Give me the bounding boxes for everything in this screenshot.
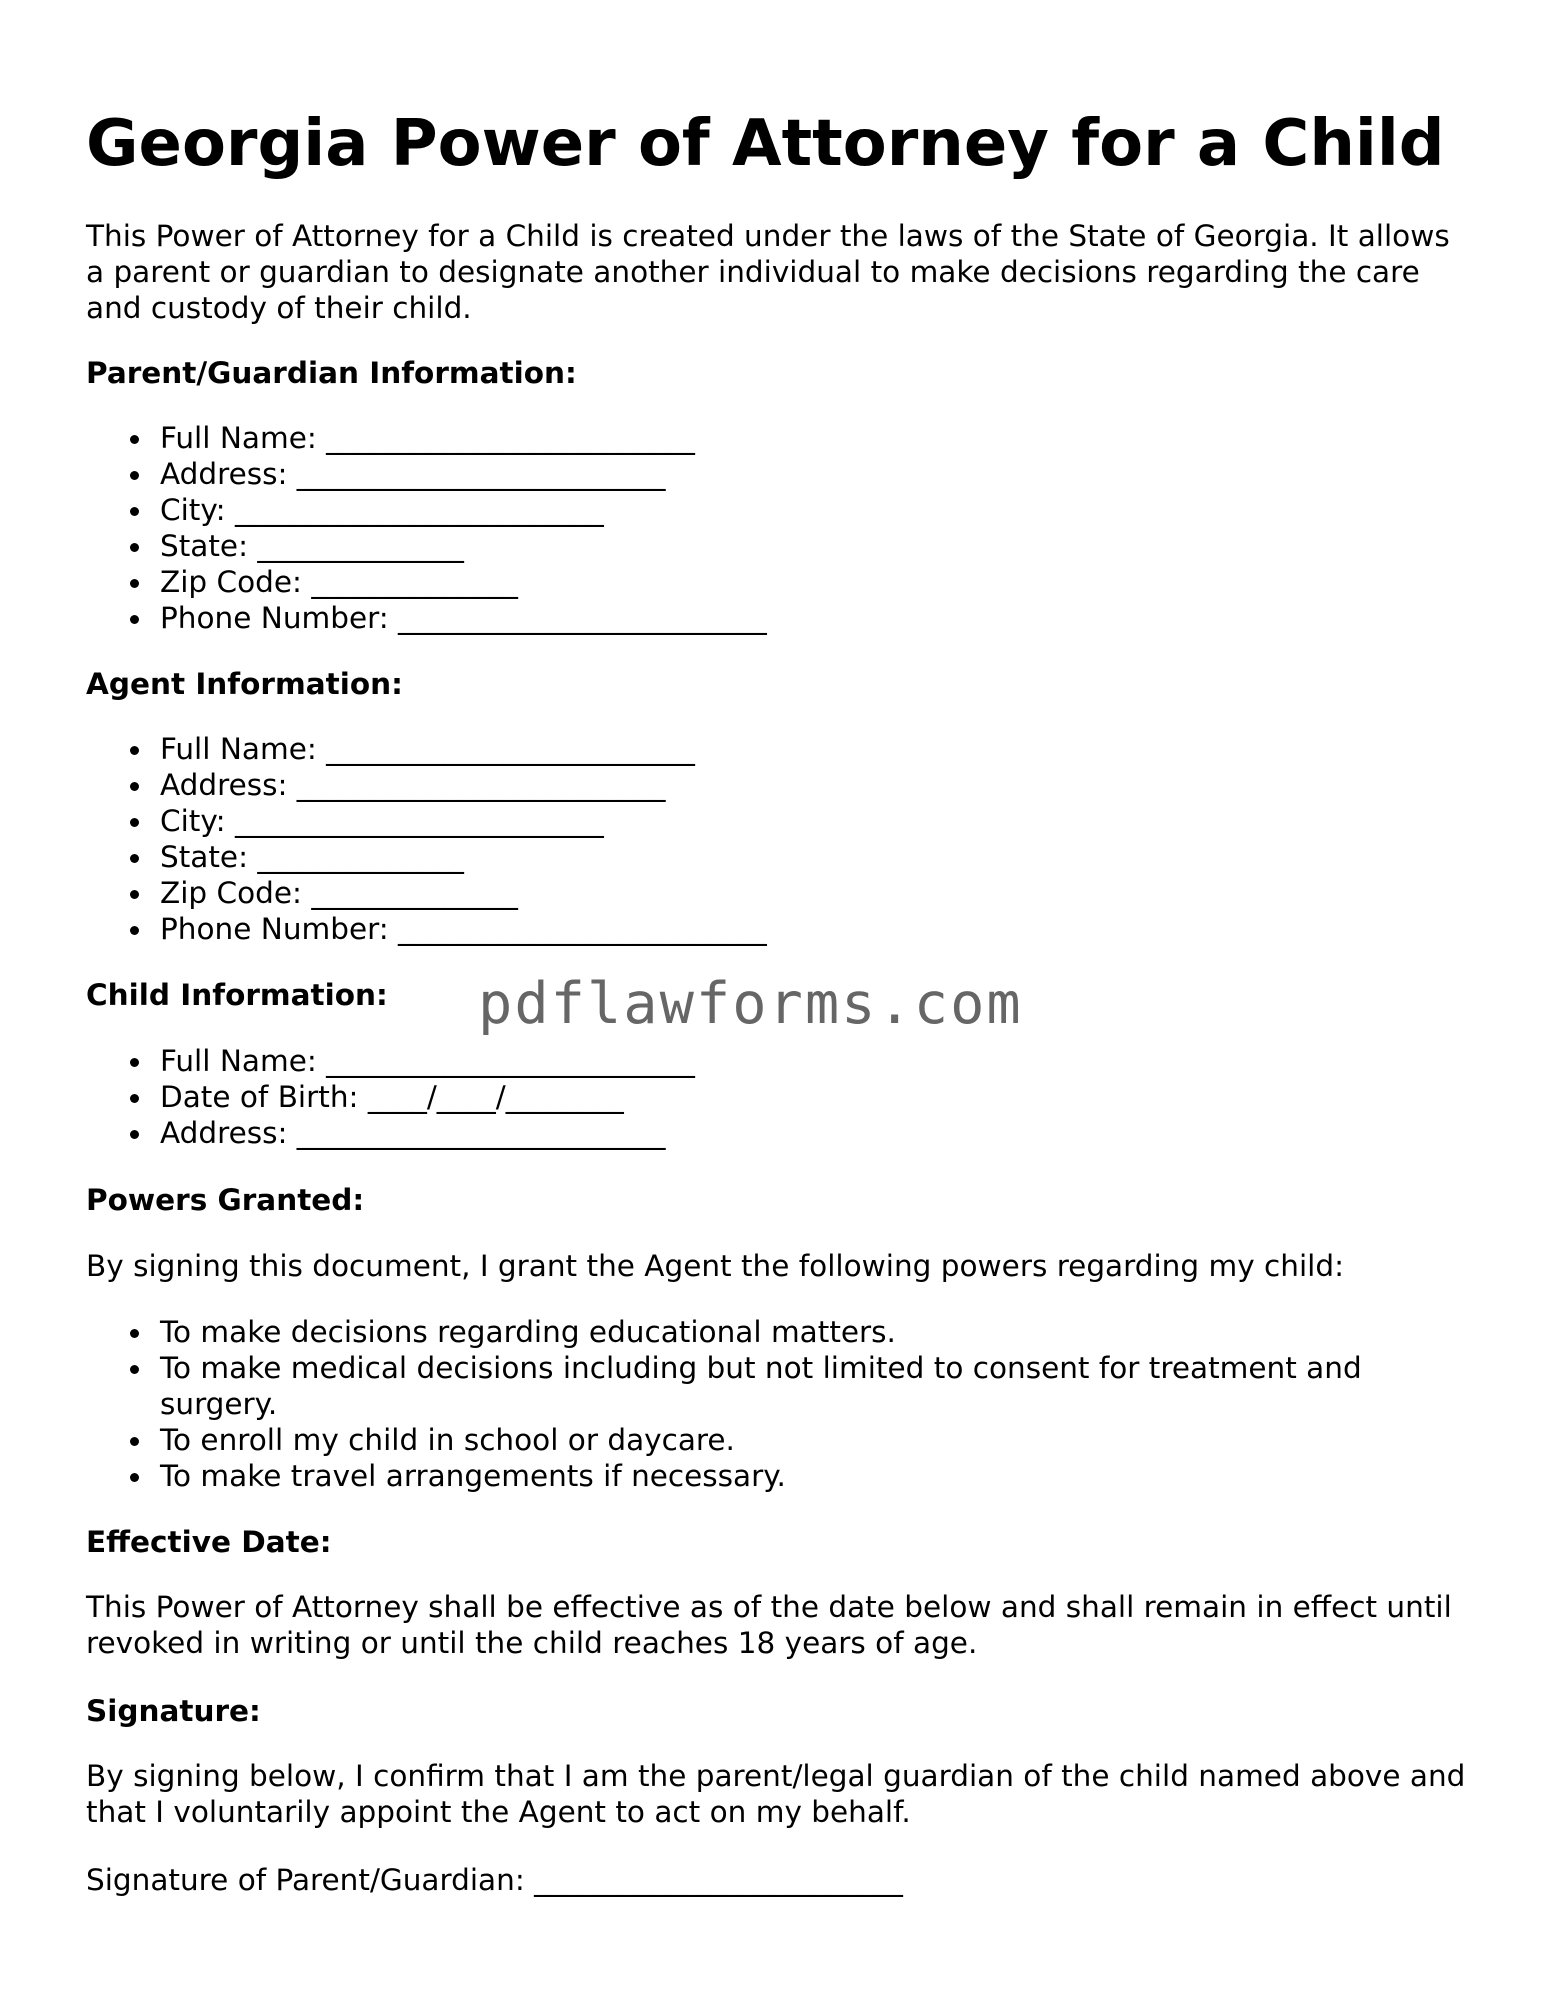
bullet-icon — [130, 1130, 139, 1139]
bullet-icon — [130, 1437, 139, 1446]
parent-info-list — [86, 420, 1466, 636]
bullet-icon — [130, 890, 139, 899]
bullet-icon — [130, 615, 139, 624]
list-item — [86, 600, 1466, 636]
powers-intro-paragraph: By signing this document, I grant the Agent the following powers regarding my child: — [86, 1249, 1345, 1283]
list-item — [86, 1079, 1466, 1115]
bullet-icon — [130, 507, 139, 516]
power-item: To enroll my child in school or daycare. — [160, 1423, 735, 1457]
list-item — [86, 1043, 1466, 1079]
effective-paragraph: This Power of Attorney shall be effective as of the date below and shall remain in effect until revoked in writing or until the child reaches 18 years of age. — [86, 1590, 1452, 1660]
agent-section-heading: Agent Information: — [86, 667, 403, 701]
power-item: To make decisions regarding educational matters. — [160, 1315, 896, 1349]
list-item — [86, 1422, 1466, 1458]
bullet-icon — [130, 854, 139, 863]
power-item: To make medical decisions including but not limited to consent for treatment and surgery. — [160, 1351, 1362, 1421]
list-item — [86, 564, 1466, 600]
list-item — [86, 1458, 1466, 1494]
list-item — [86, 1350, 1466, 1422]
signature-section-heading: Signature: — [86, 1694, 261, 1728]
list-item — [86, 1115, 1466, 1151]
bullet-icon — [130, 1329, 139, 1338]
intro-paragraph: This Power of Attorney for a Child is created under the laws of the State of Georgia. It allows a parent or guardian to designate another individual to make decisions regarding the care and custody of their child. — [86, 219, 1450, 325]
signature-line: Signature of Parent/Guardian: _________________________ — [86, 1863, 903, 1897]
bullet-icon — [130, 1058, 139, 1067]
bullet-icon — [130, 435, 139, 444]
list-item — [86, 911, 1466, 947]
list-item — [86, 492, 1466, 528]
bullet-icon — [130, 579, 139, 588]
effective-section-heading: Effective Date: — [86, 1525, 332, 1559]
parent-city-field: City: _________________________ — [160, 493, 604, 527]
parent-phone-field: Phone Number: _________________________ — [160, 601, 767, 635]
page-title: Georgia Power of Attorney for a Child — [86, 107, 1445, 181]
parent-full-name-field: Full Name: _________________________ — [160, 421, 695, 455]
agent-state-field: State: ______________ — [160, 840, 464, 874]
child-info-list — [86, 1043, 1466, 1151]
agent-full-name-field: Full Name: _________________________ — [160, 732, 695, 766]
child-address-field: Address: _________________________ — [160, 1116, 666, 1150]
bullet-icon — [130, 1365, 139, 1374]
list-item — [86, 803, 1466, 839]
parent-state-field: State: ______________ — [160, 529, 464, 563]
bullet-icon — [130, 782, 139, 791]
bullet-icon — [130, 746, 139, 755]
powers-section-heading: Powers Granted: — [86, 1183, 365, 1217]
parent-section-heading: Parent/Guardian Information: — [86, 356, 577, 390]
list-item — [86, 528, 1466, 564]
child-section-heading: Child Information: — [86, 978, 388, 1012]
list-item — [86, 420, 1466, 456]
parent-address-field: Address: _________________________ — [160, 457, 666, 491]
watermark-text: pdflawforms.com — [478, 971, 1023, 1037]
child-full-name-field: Full Name: _________________________ — [160, 1044, 695, 1078]
list-item — [86, 731, 1466, 767]
signature-paragraph: By signing below, I confirm that I am the parent/legal guardian of the child named above and that I voluntarily appoint the Agent to act on my behalf. — [86, 1759, 1466, 1829]
agent-address-field: Address: _________________________ — [160, 768, 666, 802]
powers-list — [86, 1314, 1466, 1494]
agent-phone-field: Phone Number: _________________________ — [160, 912, 767, 946]
bullet-icon — [130, 471, 139, 480]
agent-zip-field: Zip Code: ______________ — [160, 876, 518, 910]
bullet-icon — [130, 543, 139, 552]
bullet-icon — [130, 926, 139, 935]
list-item — [86, 1314, 1466, 1350]
child-dob-field: Date of Birth: ____/____/________ — [160, 1080, 624, 1114]
list-item — [86, 839, 1466, 875]
bullet-icon — [130, 818, 139, 827]
bullet-icon — [130, 1094, 139, 1103]
agent-city-field: City: _________________________ — [160, 804, 604, 838]
agent-info-list — [86, 731, 1466, 947]
power-item: To make travel arrangements if necessary. — [160, 1459, 786, 1493]
list-item — [86, 767, 1466, 803]
list-item — [86, 875, 1466, 911]
parent-zip-field: Zip Code: ______________ — [160, 565, 518, 599]
list-item — [86, 456, 1466, 492]
bullet-icon — [130, 1473, 139, 1482]
